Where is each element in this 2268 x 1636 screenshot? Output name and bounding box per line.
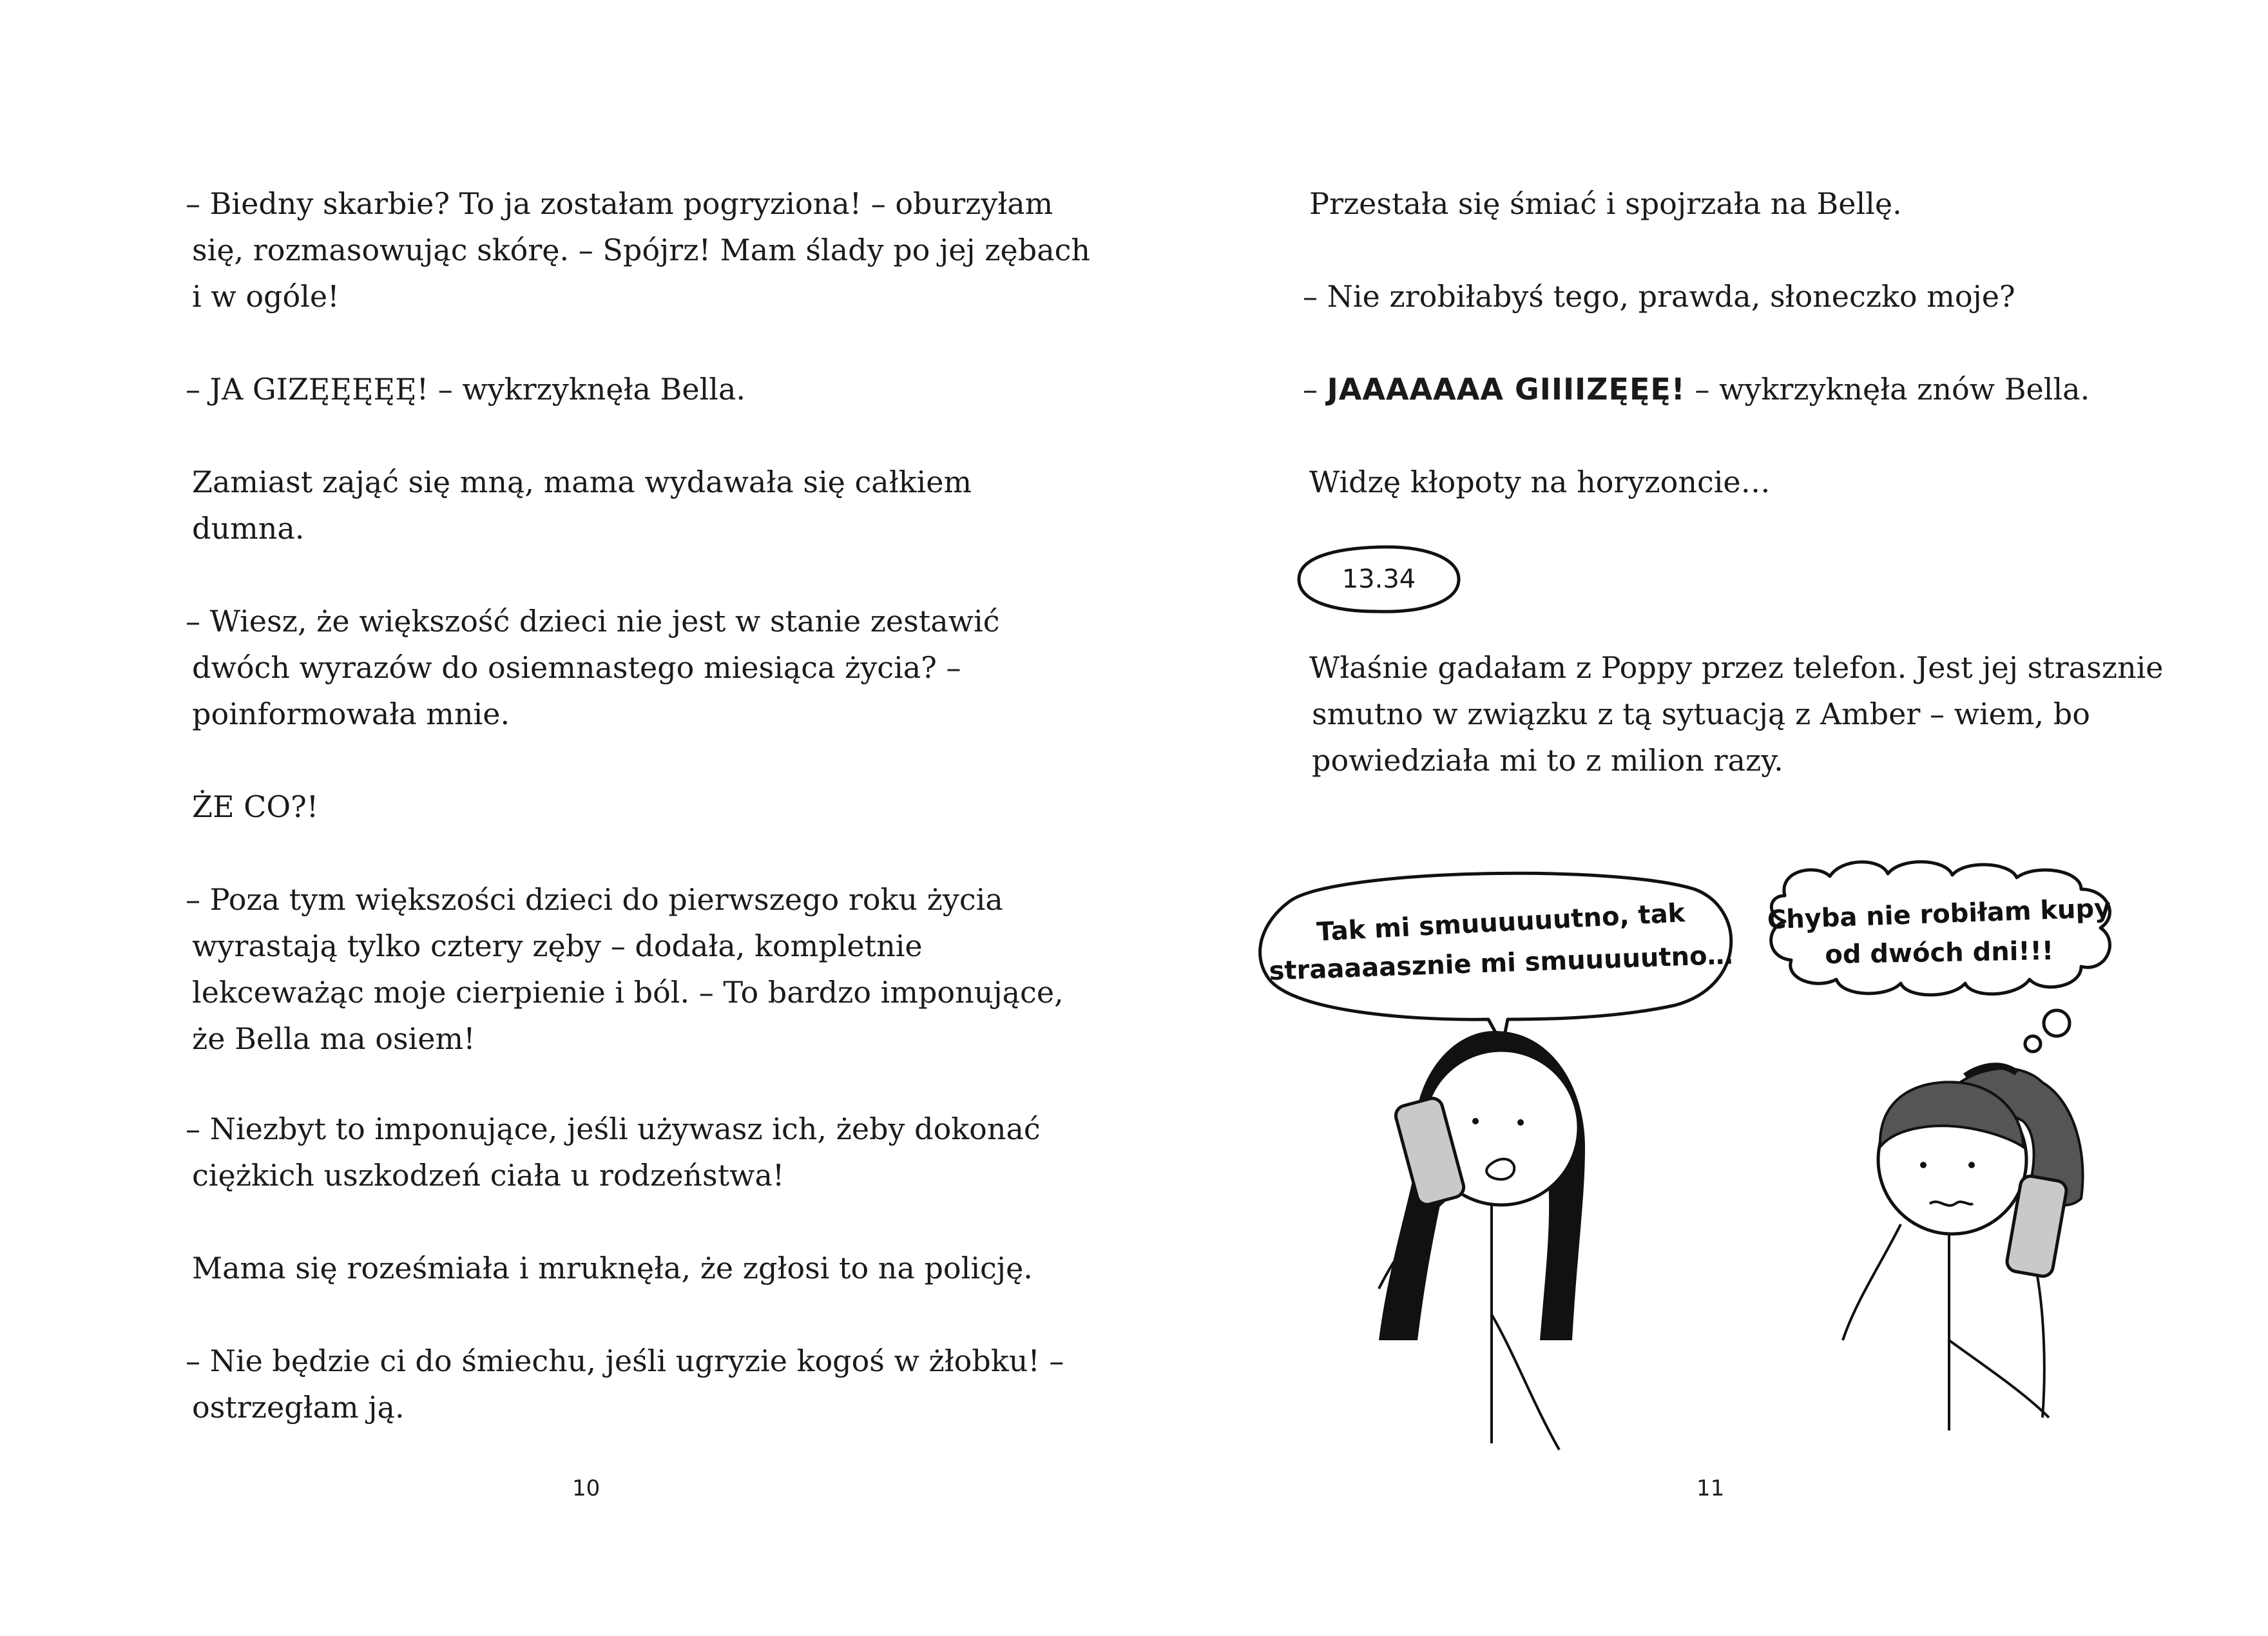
paragraph-4 (186, 598, 1000, 737)
eye-right (1517, 1119, 1524, 1126)
text-line: – Biedny skarbie? To ja zostałam pogryziona! – oburzyłam (186, 186, 1053, 221)
thought-bubble (1767, 861, 2111, 1052)
speech-bubble (1260, 873, 1734, 1045)
text-line: dwóch wyrazów do osiemnastego miesiąca życia? – (192, 650, 961, 685)
time-bubble (1295, 543, 1463, 615)
text-line: że Bella ma osiem! (192, 1021, 476, 1056)
text-line: Zamiast zająć się mną, mama wydawała się całkiem (192, 465, 972, 499)
time-label: 13.34 (1341, 564, 1416, 594)
phone-call-illustration (1250, 851, 2184, 1456)
text-line: smutno w związku z tą sytuacją z Amber – wiem, bo (1312, 697, 2090, 731)
paragraph-1 (186, 180, 1090, 320)
eye-left (1920, 1162, 1927, 1168)
text-line: poinformowała mnie. (192, 697, 510, 731)
paragraph-3 (1303, 366, 2090, 412)
arm-raised (2037, 1276, 2044, 1418)
text-line: Przestała się śmiać i spojrzała na Bellę. (1309, 186, 1902, 221)
girl-ponytail (1843, 1066, 2083, 1430)
text-line: – JA GIZĘĘĘĘĘ! – wykrzyknęła Bella. (186, 372, 746, 407)
text-line: – Niezbyt to imponujące, jeśli używasz ich, żeby dokonać (186, 1112, 1041, 1146)
text-line: lekceważąc moje cierpienie i ból. – To bardzo imponujące, (192, 975, 1064, 1010)
text-line: ŻE CO?! (192, 789, 319, 824)
thought-dot-small (2025, 1036, 2041, 1052)
paragraph-8 (192, 1245, 1033, 1291)
eye-left (1472, 1118, 1479, 1124)
page-number: 10 (572, 1476, 601, 1501)
dash: – (1303, 372, 1327, 407)
text-line: ciężkich uszkodzeń ciała u rodzeństwa! (192, 1158, 785, 1193)
girl-long-hair (1379, 1031, 1585, 1450)
illustration-svg (1250, 851, 2184, 1456)
text-line: – Nie zrobiłabyś tego, prawda, słoneczko moje? (1303, 279, 2015, 314)
paragraph-3 (192, 459, 972, 552)
text-line: się, rozmasowując skórę. – Spójrz! Mam ślady po jej zębach (192, 233, 1091, 267)
text-line: wyrastają tylko cztery zęby – dodała, kompletnie (192, 929, 923, 963)
text-line: – Wiesz, że większość dzieci nie jest w stanie zestawić (186, 604, 1000, 639)
paragraph-7 (186, 1106, 1041, 1198)
thought-bubble-line-2: od dwóch dni!!! (1825, 936, 2054, 970)
paragraph-5 (1309, 644, 2164, 784)
text-line: Mama się roześmiała i mruknęła, że zgłosi to na policję. (192, 1251, 1033, 1285)
text-line (1303, 366, 2090, 412)
text-line: dumna. (192, 511, 305, 546)
paragraph-2 (1303, 273, 2015, 320)
arm-left (1843, 1224, 1901, 1340)
shout-text: JAAAAAAA GIIIIZĘĘĘ! (1327, 372, 1686, 407)
text-line: – Poza tym większości dzieci do pierwszego roku życia (186, 882, 1003, 917)
paragraph-2 (186, 366, 745, 412)
speech-bubble-line-2: straaaaasznie mi smuuuuutno… (1268, 940, 1734, 986)
thought-bubble-line-1: Chyba nie robiłam kupy (1767, 893, 2111, 936)
text-line: i w ogóle! (192, 279, 340, 314)
text-line: powiedziała mi to z milion razy. (1312, 743, 1783, 778)
text-line: ostrzegłam ją. (192, 1390, 405, 1425)
page-number: 11 (1696, 1476, 1725, 1501)
eye-right (1968, 1162, 1975, 1168)
thought-dot-large (2044, 1010, 2070, 1036)
speech-bubble-line-1: Tak mi smuuuuuutno, tak (1316, 898, 1686, 947)
text-line: Widzę kłopoty na horyzoncie… (1309, 465, 1771, 499)
paragraph-1 (1309, 180, 1902, 227)
paragraph-4 (1309, 459, 1771, 505)
text-line: – Nie będzie ci do śmiechu, jeśli ugryzie kogoś w żłobku! – (186, 1343, 1064, 1378)
paragraph-5 (192, 784, 318, 830)
text-line: Właśnie gadałam z Poppy przez telefon. Jest jej strasznie (1309, 650, 2164, 685)
narration: – wykrzyknęła znów Bella. (1685, 372, 2090, 407)
paragraph-6 (186, 876, 1064, 1062)
paragraph-9 (186, 1338, 1064, 1430)
arm (1949, 1340, 2049, 1418)
